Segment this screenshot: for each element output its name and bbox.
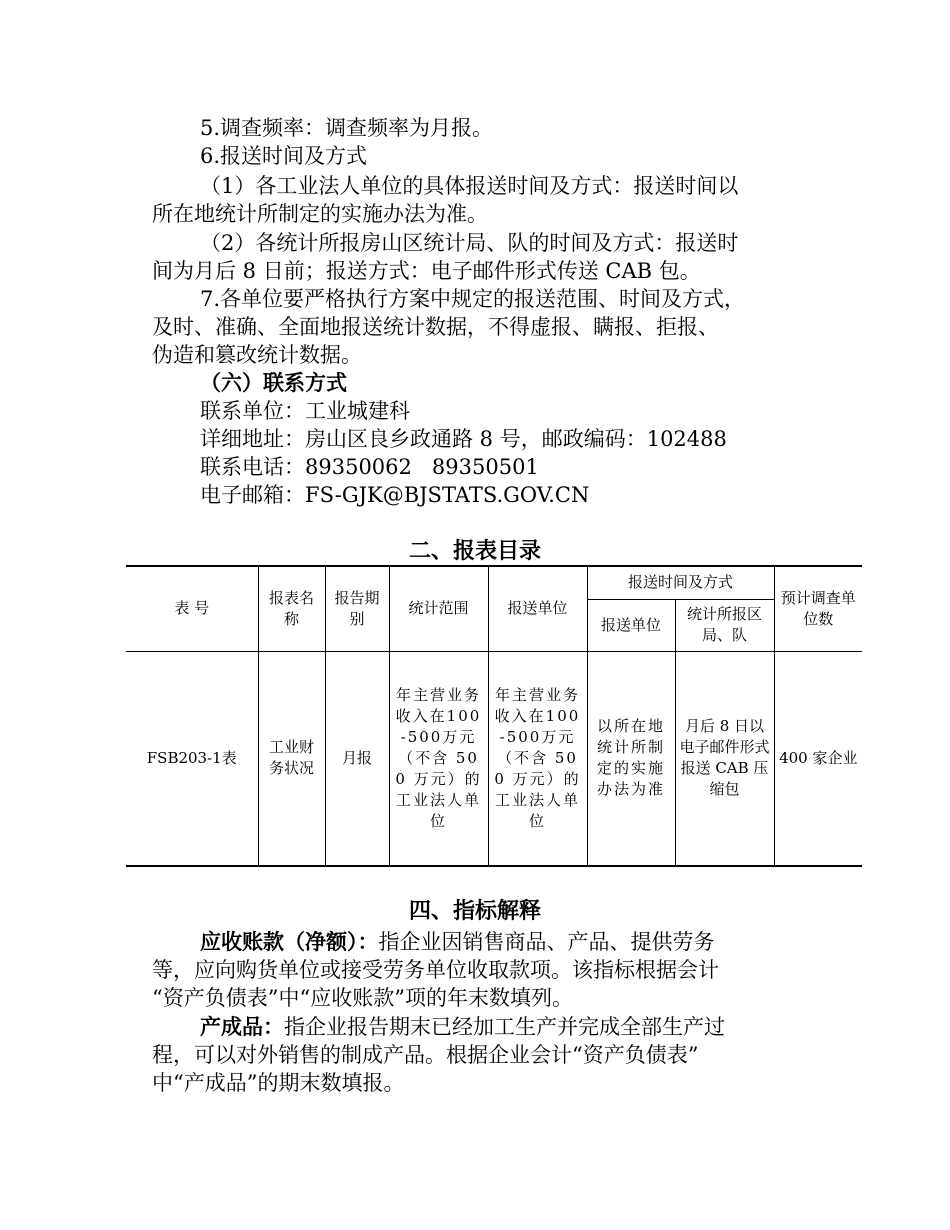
cell-expected-count: 400 家企业 <box>774 651 862 866</box>
receivables-term: 应收账款（净额）： <box>200 929 379 954</box>
item-7-line-3: 伪造和篡改统计数据。 <box>152 343 362 367</box>
contact-address-label: 详细地址： <box>200 427 305 451</box>
cell-report-name: 工业财务状况 <box>258 651 325 866</box>
header-bureau-sub: 统计所报区局、队 <box>675 599 774 651</box>
item-6-title: 6.报送时间及方式 <box>200 144 368 168</box>
contact-email-label: 电子邮箱： <box>200 483 305 507</box>
finished-goods-term: 产成品： <box>200 1014 284 1039</box>
cell-reporting-time: 以所在地统计所制定的实施办法为准 <box>587 651 675 866</box>
header-report-name: 报表名称 <box>258 566 325 651</box>
header-reporting-unit-sub: 报送单位 <box>587 599 675 651</box>
table-header-row <box>126 566 862 599</box>
header-expected-count: 预计调查单位数 <box>774 566 862 651</box>
finished-goods-line-1 <box>200 1013 725 1041</box>
item-6-2-line-2: 间为月后 8 日前；报送方式：电子邮件形式传送 CAB 包。 <box>152 259 701 283</box>
item-7-line-1: 7.各单位要严格执行方案中规定的报送范围、时间及方式， <box>200 287 746 311</box>
contact-email <box>200 481 589 509</box>
item-7-line-2: 及时、准确、全面地报送统计数据，不得虚报、瞒报、拒报、 <box>152 315 719 339</box>
contact-unit-value: 工业城建科 <box>305 399 410 423</box>
contact-heading: （六）联系方式 <box>200 370 347 395</box>
finished-goods-line-3: 中“产成品”的期末数填报。 <box>152 1071 405 1095</box>
header-time-and-method: 报送时间及方式 <box>587 566 774 599</box>
finished-goods-text-1: 指企业报告期末已经加工生产并完成全部生产过 <box>284 1015 725 1039</box>
indicators-heading: 四、指标解释 <box>408 898 541 924</box>
item-5-frequency: 5.调查频率：调查频率为月报。 <box>200 116 494 140</box>
contact-unit <box>200 397 410 425</box>
contact-phone-value: 89350062 89350501 <box>305 455 539 479</box>
table-row <box>126 651 862 866</box>
cell-table-no: FSB203-1表 <box>126 651 258 866</box>
item-6-2-line-1: （2）各统计所报房山区统计局、队的时间及方式：报送时 <box>200 231 739 255</box>
item-6-1-line-2: 所在地统计所制定的实施办法为准。 <box>152 202 488 226</box>
receivables-text-1: 指企业因销售商品、产品、提供劳务 <box>378 930 715 954</box>
receivables-line-3: “资产负债表”中“应收账款”项的年末数填列。 <box>152 986 573 1010</box>
contact-unit-label: 联系单位： <box>200 399 305 423</box>
cell-scope: 年主营业务收入在100-500万元（不含 500 万元）的工业法人单位 <box>389 651 488 866</box>
report-catalog-table <box>126 565 862 867</box>
contact-address <box>200 425 727 453</box>
header-reporting-unit: 报送单位 <box>488 566 587 651</box>
cell-bureau-time: 月后 8 日以电子邮件形式报送 CAB 压缩包 <box>675 651 774 866</box>
contact-email-value: FS-GJK@BJSTATS.GOV.CN <box>305 483 590 507</box>
catalog-heading: 二、报表目录 <box>408 538 541 564</box>
contact-address-value: 房山区良乡政通路 8 号，邮政编码：102488 <box>305 427 727 451</box>
receivables-line-2: 等，应向购货单位或接受劳务单位收取款项。该指标根据会计 <box>152 958 719 982</box>
header-scope: 统计范围 <box>389 566 488 651</box>
finished-goods-line-2: 程，可以对外销售的制成产品。根据企业会计“资产负债表” <box>152 1043 699 1067</box>
cell-reporting-unit: 年主营业务收入在100-500万元（不含 500 万元）的工业法人单位 <box>488 651 587 866</box>
contact-phone-label: 联系电话： <box>200 455 305 479</box>
item-6-1-line-1: （1）各工业法人单位的具体报送时间及方式：报送时间以 <box>200 174 739 198</box>
header-period: 报告期别 <box>325 566 389 651</box>
receivables-line-1 <box>200 928 715 956</box>
cell-period: 月报 <box>325 651 389 866</box>
contact-phone <box>200 453 539 481</box>
header-table-no: 表 号 <box>126 566 258 651</box>
